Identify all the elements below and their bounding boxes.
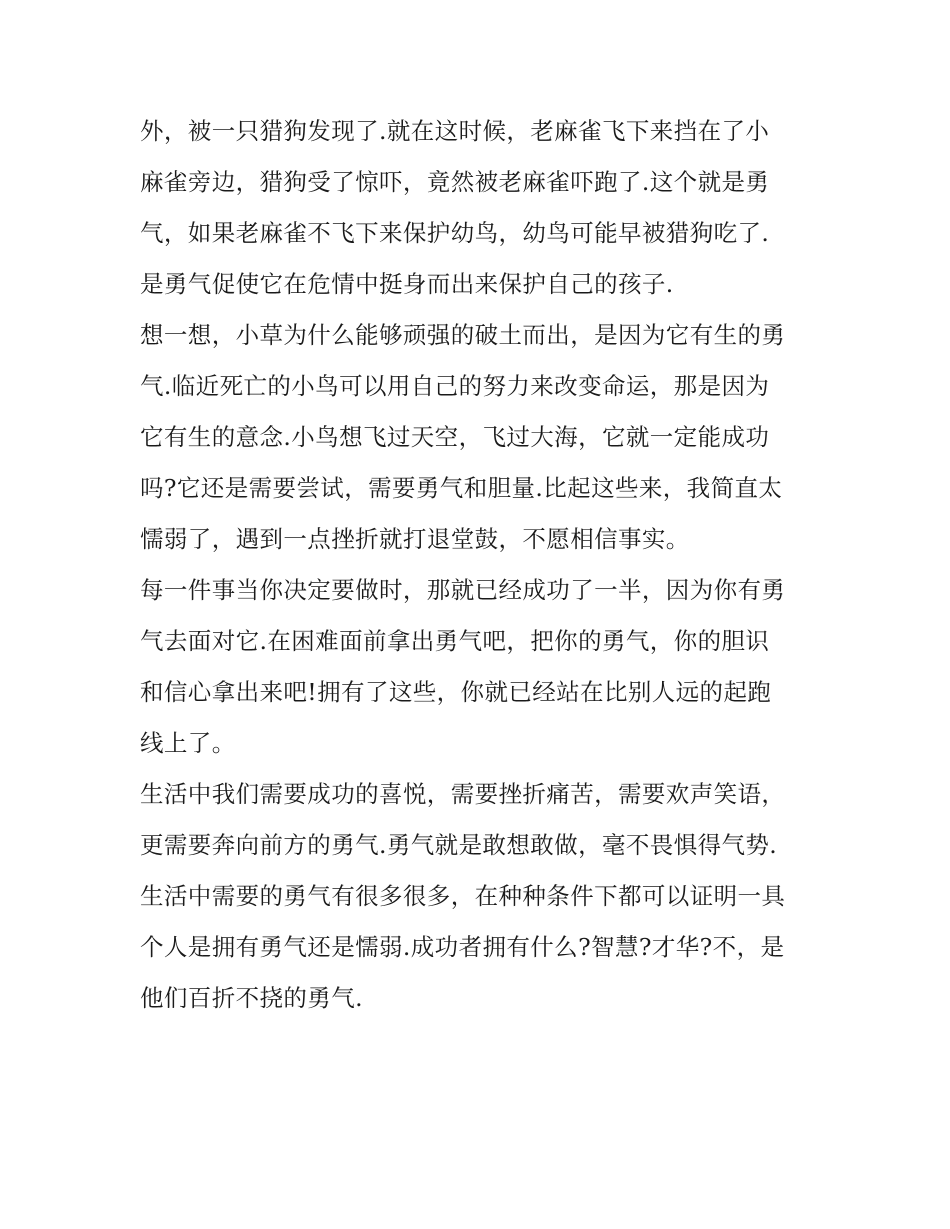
text-line: 更需要奔向前方的勇气.勇气就是敢想敢做，毫不畏惧得气势. xyxy=(140,831,778,859)
text-line: 线上了。 xyxy=(140,729,236,757)
text-line: 气，如果老麻雀不飞下来保护幼鸟，幼鸟可能早被猎狗吃了. xyxy=(140,219,770,247)
text-line: 它有生的意念.小鸟想飞过天空，飞过大海，它就一定能成功 xyxy=(140,423,770,451)
text-line: 生活中我们需要成功的喜悦，需要挫折痛苦，需要欢声笑语， xyxy=(140,780,786,808)
text-line: 吗?它还是需要尝试，需要勇气和胆量.比起这些来，我简直太 xyxy=(140,474,783,502)
body-text xyxy=(140,106,820,1024)
text-line: 气去面对它.在困难面前拿出勇气吧，把你的勇气，你的胆识 xyxy=(140,627,770,655)
text-line: 生活中需要的勇气有很多很多，在种种条件下都可以证明一具 xyxy=(140,882,786,910)
text-line: 个人是拥有勇气还是懦弱.成功者拥有什么?智慧?才华?不，是 xyxy=(140,933,785,961)
text-line: 懦弱了，遇到一点挫折就打退堂鼓，不愿相信事实。 xyxy=(140,525,690,553)
text-line: 和信心拿出来吧!拥有了这些，你就已经站在比别人远的起跑 xyxy=(140,678,772,706)
text-line: 是勇气促使它在危情中挺身而出来保护自己的孩子. xyxy=(140,270,674,298)
text-line: 想一想，小草为什么能够顽强的破土而出，是因为它有生的勇 xyxy=(140,321,786,349)
text-line: 每一件事当你决定要做时，那就已经成功了一半，因为你有勇 xyxy=(140,576,786,604)
text-line: 麻雀旁边，猎狗受了惊吓，竟然被老麻雀吓跑了.这个就是勇 xyxy=(140,168,770,196)
text-line: 他们百折不挠的勇气. xyxy=(140,984,363,1012)
text-line: 气.临近死亡的小鸟可以用自己的努力来改变命运，那是因为 xyxy=(140,372,770,400)
text-line: 外，被一只猎狗发现了.就在这时候，老麻雀飞下来挡在了小 xyxy=(140,117,770,145)
